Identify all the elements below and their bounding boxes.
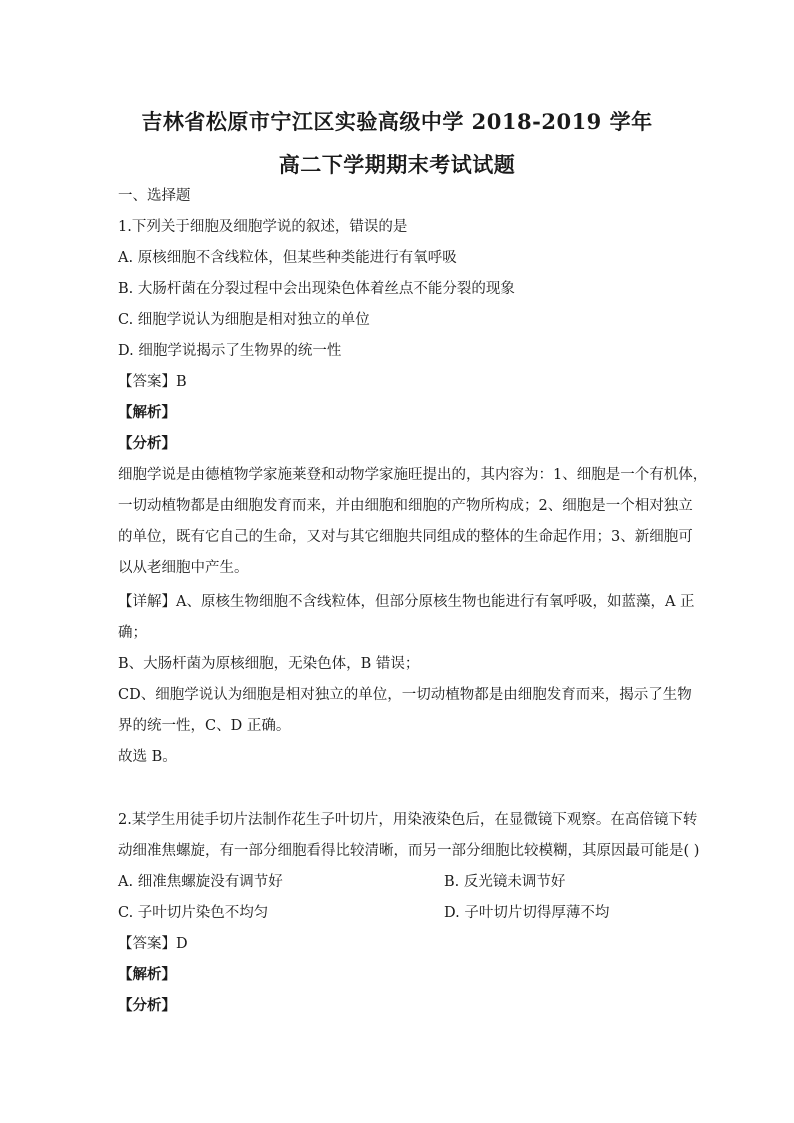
q2-stem-line: 2.某学生用徒手切片法制作花生子叶切片，用染液染色后，在显微镜下观察。在高倍镜下转 — [118, 812, 698, 828]
doc-title-line-2: 高二下学期期末考试试题 — [278, 152, 516, 177]
q2-answer: 【答案】D — [118, 936, 188, 952]
q1-fenxi-label: 【分析】 — [118, 435, 176, 452]
q2-option-d: D. 子叶切片切得厚薄不均 — [444, 905, 610, 921]
q1-fenxi-line: 细胞学说是由德植物学家施莱登和动物学家施旺提出的，其内容为：1、细胞是一个有机体， — [118, 467, 708, 483]
q1-detail-line: 故选 B。 — [118, 749, 177, 765]
q2-stem-line: 动细准焦螺旋，有一部分细胞看得比较清晰，而另一部分细胞比较模糊，其原因最可能是( ) — [118, 843, 700, 859]
q1-option-b: B. 大肠杆菌在分裂过程中会出现染色体着丝点不能分裂的现象 — [118, 281, 515, 297]
q1-fenxi-line: 以从老细胞中产生。 — [118, 560, 249, 576]
q1-detail-line: CD、细胞学说认为细胞是相对独立的单位，一切动植物都是由细胞发育而来，揭示了生物 — [118, 687, 692, 703]
q2-option-c: C. 子叶切片染色不均匀 — [118, 905, 269, 921]
q1-option-a: A. 原核细胞不含线粒体，但某些种类能进行有氧呼吸 — [118, 250, 457, 266]
q1-fenxi-line: 的单位，既有它自己的生命，又对与其它细胞共同组成的整体的生命起作用；3、新细胞可 — [118, 529, 693, 545]
q2-analysis-label: 【解析】 — [118, 966, 176, 983]
q2-option-b: B. 反光镜未调节好 — [444, 874, 566, 890]
q1-answer: 【答案】B — [118, 374, 187, 390]
q2-option-a: A. 细准焦螺旋没有调节好 — [118, 874, 283, 890]
q1-detail-line: B、大肠杆菌为原核细胞，无染色体，B 错误； — [118, 656, 420, 672]
section-heading: 一、选择题 — [118, 188, 191, 204]
q1-fenxi-line: 一切动植物都是由细胞发育而来，并由细胞和细胞的产物所构成；2、细胞是一个相对独立 — [118, 498, 693, 514]
q1-option-d: D. 细胞学说揭示了生物界的统一性 — [118, 343, 342, 359]
q1-detail-line: 确； — [118, 625, 147, 641]
q1-option-c: C. 细胞学说认为细胞是相对独立的单位 — [118, 312, 370, 328]
q1-stem: 1.下列关于细胞及细胞学说的叙述，错误的是 — [118, 219, 408, 235]
q1-detail-line: 【详解】A、原核生物细胞不含线粒体，但部分原核生物也能进行有氧呼吸，如蓝藻，A 正 — [118, 594, 695, 610]
q1-analysis-label: 【解析】 — [118, 404, 176, 421]
q1-detail-line: 界的统一性，C、D 正确。 — [118, 718, 291, 734]
q2-fenxi-label: 【分析】 — [118, 997, 176, 1014]
doc-title-line-1: 吉林省松原市宁江区实验高级中学 2018-2019 学年 — [141, 109, 653, 134]
